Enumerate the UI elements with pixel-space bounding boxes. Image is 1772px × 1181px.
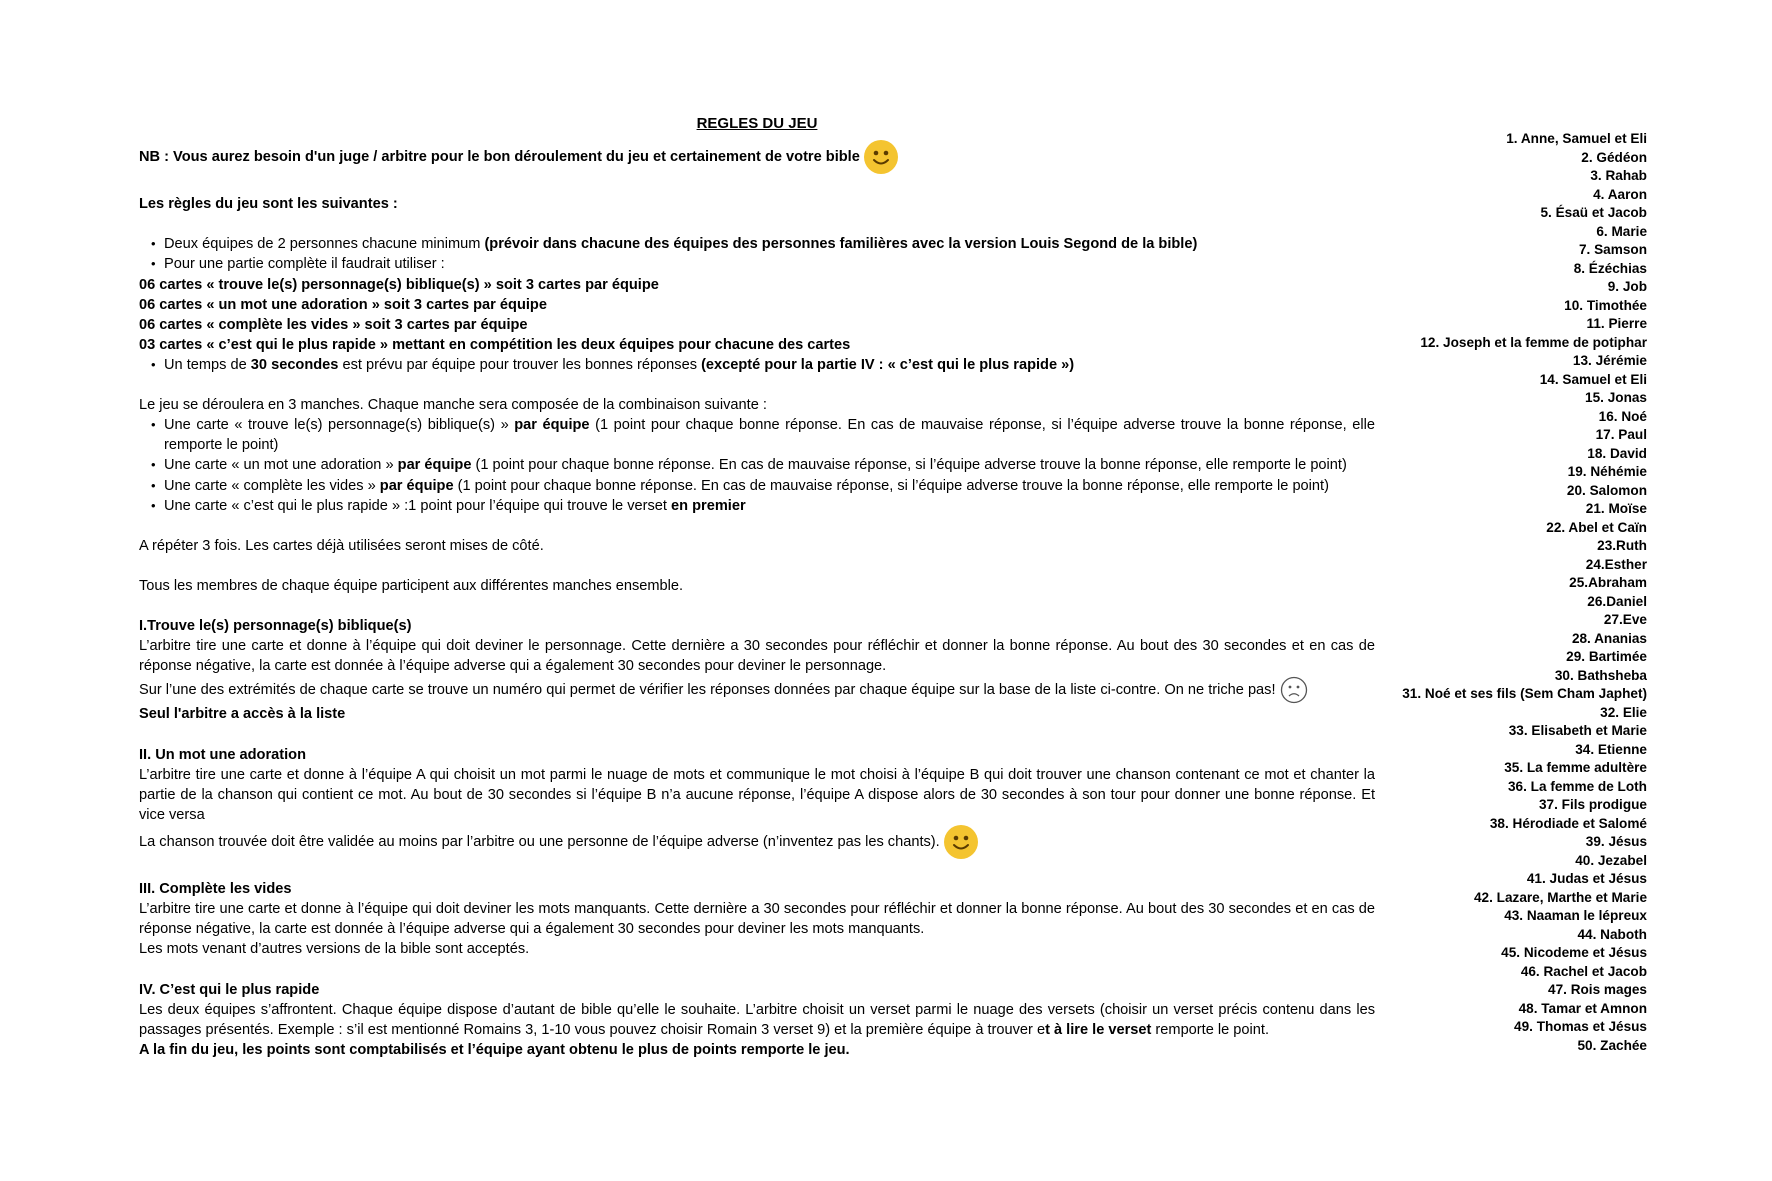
list-item-bold: (prévoir dans chacune des équipes des personnes familières avec la version Louis Segond de la bible) [484, 236, 1198, 253]
list-item: 44. Naboth [1577, 926, 1647, 942]
list-item: 27.Eve [1603, 612, 1647, 627]
list-item: 19. Néhémie [1567, 464, 1647, 479]
list-item: • Pour une partie complète il faudrait utiliser : [164, 254, 1375, 274]
list-item: 1. Anne, Samuel et Eli [1506, 131, 1647, 146]
list-item: 26.Daniel [1587, 593, 1647, 609]
list-item: 20. Salomon [1566, 482, 1647, 498]
list-item-text: Deux équipes de 2 personnes chacune minimum [164, 236, 485, 253]
list-item: 8. Ézéchias [1573, 260, 1647, 276]
list-item: 45. Nicodeme et Jésus [1501, 945, 1647, 960]
time-bold: (excepté pour la partie IV : « c’est qui le plus rapide ») [701, 356, 1075, 373]
card-count-2: 06 cartes « un mot une adoration » soit 3 cartes par équipe [139, 296, 547, 313]
list-item: 43. Naaman le lépreux [1504, 908, 1647, 923]
answer-list [1327, 130, 1647, 1055]
section-2-note [139, 825, 1375, 859]
list-item [164, 234, 1375, 254]
list-item: 46. Rachel et Jacob [1520, 963, 1647, 979]
section-4-text-a: Les deux équipes s’affrontent. Chaque équipe dispose d’autant de bible qu’elle le souhaite. L’arbitre choisit un verset parmi le nuage des versets (choisir un verset précis contenu dans les passages présentés. Exemple : s’il est mentionné Romains 3, 1-10 vous pouvez choisir Romain 3 verset 9) et la première équipe à trouver e [139, 1001, 1375, 1038]
list-item: 41. Judas et Jésus [1526, 871, 1647, 886]
sad-face-icon [1280, 676, 1308, 704]
manche-bold: par équipe [379, 477, 454, 494]
list-item: 14. Samuel et Eli [1539, 371, 1647, 387]
list-item: 10. Timothée [1564, 297, 1647, 313]
manches-intro: Le jeu se déroulera en 3 manches. Chaque manche sera composée de la combinaison suivante : [139, 397, 767, 414]
nb-note [139, 140, 1375, 174]
manche-bold: par équipe [514, 417, 590, 434]
card-count-3: 06 cartes « complète les vides » soit 3 cartes par équipe [139, 316, 528, 333]
section-1-title: I.Trouve le(s) personnage(s) biblique(s) [139, 618, 412, 635]
manche-text: Une carte « c’est qui le plus rapide » :1 point pour l’équipe qui trouve le verset [164, 497, 672, 514]
list-item: 6. Marie [1596, 223, 1647, 239]
list-item: 16. Noé [1598, 408, 1647, 424]
list-item: 48. Tamar et Amnon [1518, 1000, 1647, 1016]
page-title: REGLES DU JEU [696, 115, 818, 132]
manche-text: (1 point pour chaque bonne réponse. En cas de mauvaise réponse, si l’équipe adverse trouve la bonne réponse, elle remporte le point) [471, 457, 1347, 474]
smiley-icon [864, 140, 898, 174]
list-item: 23.Ruth [1597, 538, 1647, 553]
manche-text: (1 point pour chaque bonne réponse. En cas de mauvaise réponse, si l’équipe adverse trouve la bonne réponse, elle remporte le point) [453, 477, 1329, 494]
section-3-note: Les mots venant d’autres versions de la bible sont acceptés. [139, 941, 530, 958]
list-item: 21. Moïse [1585, 501, 1647, 516]
section-1-text: L’arbitre tire une carte et donne à l’équipe qui doit deviner le personnage. Cette dernière a 30 secondes pour réfléchir et donner la bonne réponse. Au bout des 30 secondes et en cas de réponse négative, la carte est donnée à l’équipe adverse qui a également 30 secondes pour deviner le personnage. [139, 638, 1375, 675]
smiley-icon [944, 825, 978, 859]
time-bold: 30 secondes [250, 356, 339, 373]
list-item: 49. Thomas et Jésus [1514, 1019, 1647, 1034]
setup-list [139, 234, 1375, 274]
list-item: 50. Zachée [1577, 1037, 1647, 1053]
list-item: 36. La femme de Loth [1508, 778, 1647, 794]
list-item: 5. Ésaü et Jacob [1540, 205, 1647, 220]
list-item: 28. Ananias [1571, 630, 1647, 646]
section-3-text: L’arbitre tire une carte et donne à l’équipe qui doit deviner les mots manquants. Cette dernière a 30 secondes pour réfléchir et donner la bonne réponse. Au bout des 30 secondes et en cas de réponse négative, la carte est donnée à l’équipe adverse qui a également 30 secondes pour deviner les mots manquants. [139, 901, 1375, 938]
section-2-title: II. Un mot une adoration [139, 746, 307, 763]
list-item: 24.Esther [1585, 556, 1647, 572]
list-item: 22. Abel et Caïn [1546, 519, 1647, 535]
time-list [139, 355, 1375, 375]
list-item: 39. Jésus [1585, 834, 1647, 849]
section-2-note-text: La chanson trouvée doit être validée au moins par l’arbitre ou une personne de l’équipe adverse (n’inventez pas les chants). [139, 833, 940, 850]
card-count-1: 06 cartes « trouve le(s) personnage(s) biblique(s) » soit 3 cartes par équipe [139, 276, 659, 293]
list-item: 7. Samson [1579, 242, 1647, 257]
section-4-title: IV. C’est qui le plus rapide [139, 981, 320, 998]
list-item: 25.Abraham [1569, 575, 1647, 590]
members-note: Tous les membres de chaque équipe participent aux différentes manches ensemble. [139, 577, 684, 594]
nb-text: NB : Vous aurez besoin d'un juge / arbitre pour le bon déroulement du jeu et certainement de votre bible [139, 148, 860, 165]
list-item: 15. Jonas [1585, 390, 1647, 405]
list-item [164, 476, 1375, 496]
time-text: est prévu par équipe pour trouver les bonnes réponses [338, 356, 702, 373]
manche-text: Une carte « un mot une adoration » [164, 457, 398, 474]
list-item: 42. Lazare, Marthe et Marie [1473, 889, 1647, 905]
section-2-text: L’arbitre tire une carte et donne à l’équipe A qui choisit un mot parmi le nuage de mots et communique le mot choisi à l’équipe B qui doit trouver une chanson contenant ce mot et chanter la partie de la chanson qui contient ce mot. Au bout de 30 secondes si l’équipe B n’a aucune réponse, l’équipe A dispose alors de 30 secondes à son tour pour donner une bonne réponse. Et vice versa [139, 766, 1375, 823]
list-item: 37. Fils prodigue [1538, 797, 1647, 812]
manche-text: (1 point pour chaque bonne réponse. En cas de mauvaise réponse, si l’équipe adverse trouve la bonne réponse, elle remporte le point) [164, 417, 1375, 454]
section-1-note [139, 676, 1375, 704]
list-item [164, 415, 1375, 455]
card-count-4: 03 cartes « c’est qui le plus rapide » mettant en compétition les deux équipes pour chacune des cartes [139, 336, 851, 353]
list-item: 4. Aaron [1593, 186, 1647, 202]
list-item: 12. Joseph et la femme de potiphar [1420, 334, 1647, 350]
list-item: 3. Rahab [1590, 168, 1647, 183]
manche-bold: par équipe [397, 457, 472, 474]
list-item: 17. Paul [1595, 427, 1647, 442]
rules-document [139, 114, 1375, 1060]
list-item: 18. David [1587, 445, 1647, 461]
manche-text: Une carte « complète les vides » [164, 477, 380, 494]
list-item [164, 496, 1375, 516]
section-4-text [139, 1000, 1375, 1040]
list-item: 11. Pierre [1586, 316, 1647, 331]
manche-bold: en premier [671, 497, 746, 514]
list-item: 40. Jezabel [1575, 852, 1647, 868]
section-4-text-bold: t à lire le verset [1045, 1021, 1152, 1038]
manches-list [139, 415, 1375, 515]
list-item: 32. Elie [1600, 704, 1647, 720]
list-item [164, 455, 1375, 475]
rules-intro: Les règles du jeu sont les suivantes : [139, 196, 398, 213]
section-1-warning: Seul l'arbitre a accès à la liste [139, 706, 346, 723]
section-3-title: III. Complète les vides [139, 881, 292, 898]
manche-text: Une carte « trouve le(s) personnage(s) biblique(s) » [164, 417, 515, 434]
list-item: 13. Jérémie [1572, 353, 1647, 368]
list-item: 47. Rois mages [1548, 982, 1647, 997]
list-item: 9. Job [1607, 279, 1647, 294]
list-item: 29. Bartimée [1566, 649, 1647, 664]
time-text: Un temps de [164, 356, 251, 373]
list-item: 35. La femme adultère [1504, 760, 1647, 775]
list-item [164, 355, 1375, 375]
repeat-note: A répéter 3 fois. Les cartes déjà utilisées seront mises de côté. [139, 537, 544, 554]
list-item: 33. Elisabeth et Marie [1508, 723, 1647, 738]
list-item: 31. Noé et ses fils (Sem Cham Japhet) [1402, 686, 1647, 701]
list-item: 2. Gédéon [1581, 149, 1647, 165]
list-item: 34. Etienne [1575, 741, 1647, 757]
section-1-note-text: Sur l’une des extrémités de chaque carte se trouve un numéro qui permet de vérifier les réponses données par chaque équipe sur la base de la liste ci-contre. On ne triche pas! [139, 682, 1276, 699]
final-note: A la fin du jeu, les points sont comptabilisés et l’équipe ayant obtenu le plus de points remporte le jeu. [139, 1041, 850, 1058]
list-item: 30. Bathsheba [1554, 667, 1647, 683]
section-4-text-c: remporte le point. [1151, 1021, 1269, 1038]
list-item: 38. Hérodiade et Salomé [1489, 815, 1647, 831]
